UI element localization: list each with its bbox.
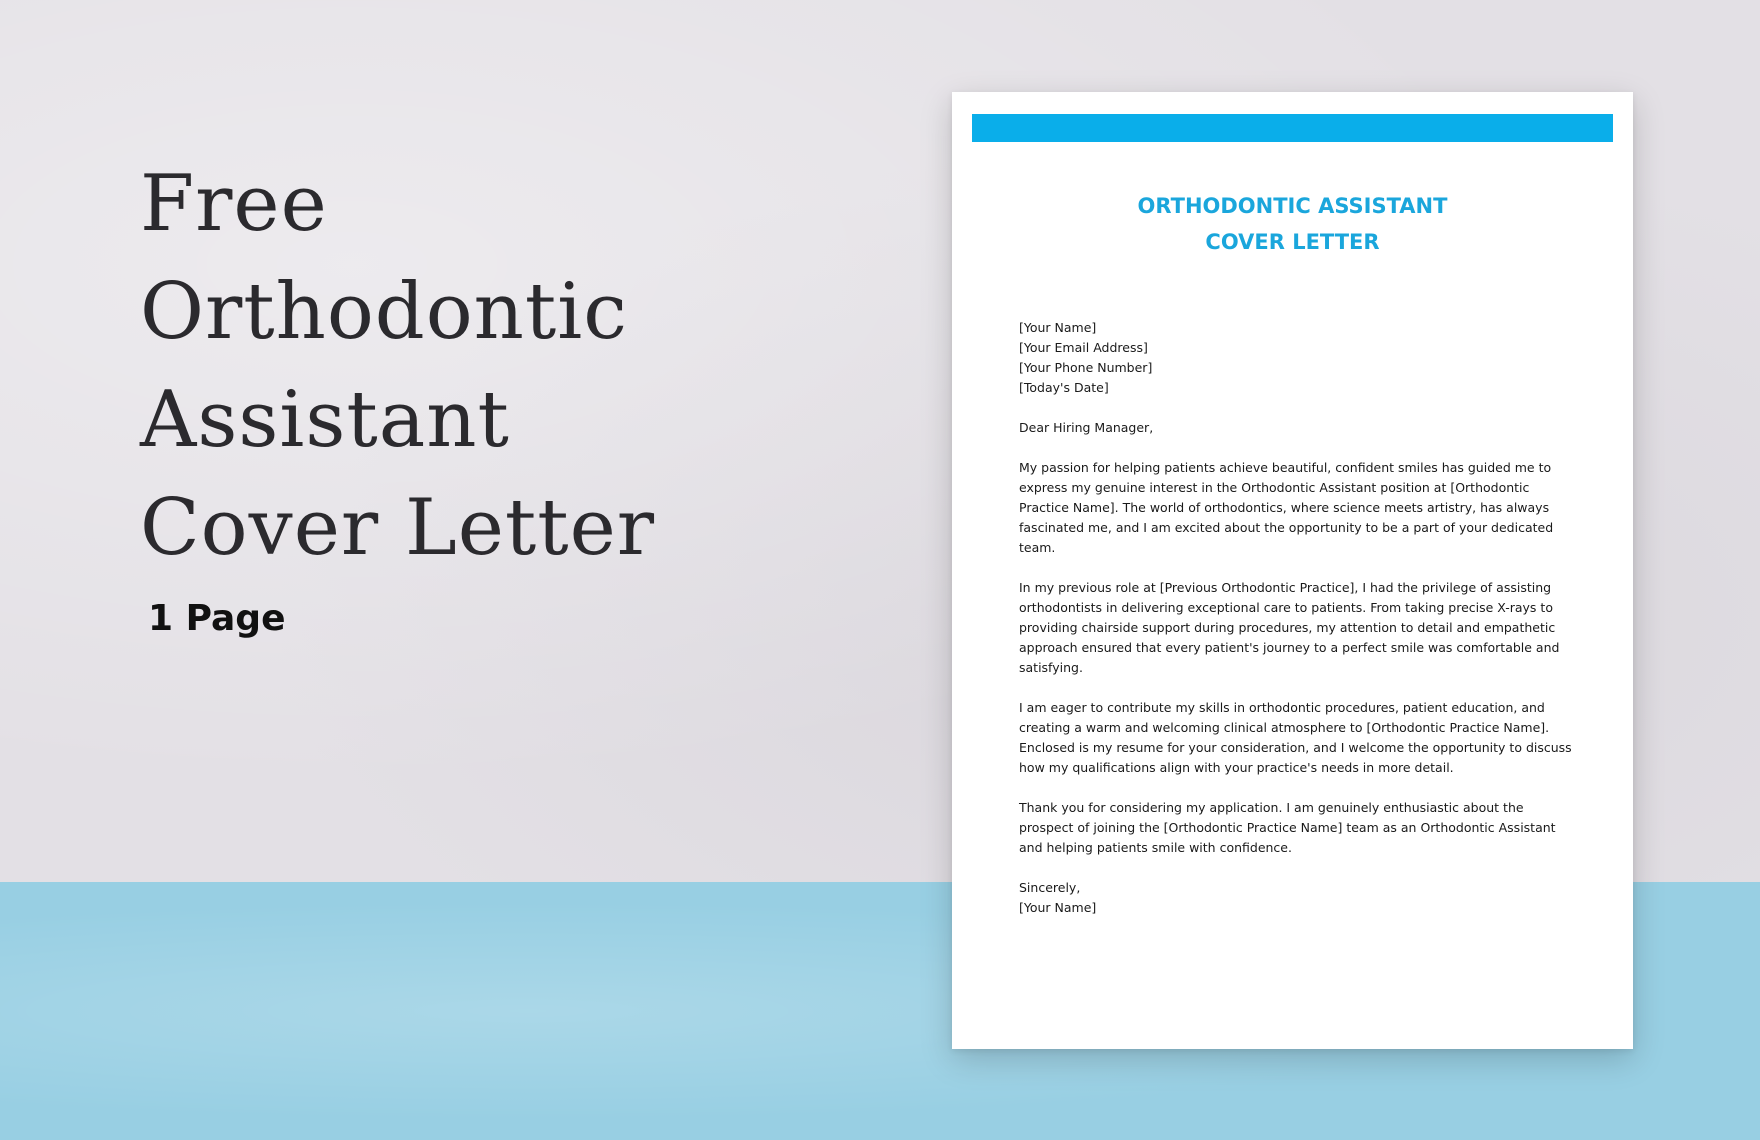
sender-name: [Your Name] [1019,320,1097,335]
sender-email: [Your Email Address] [1019,340,1148,355]
sender-block [1019,318,1579,398]
letter-paragraph: Thank you for considering my application. I am genuinely enthusiastic about the prospect of joining the [Orthodontic Practice Name] team as an Orthodontic Assistant and helping patients smile with confidence. [1019,800,1556,855]
hero-title-line: Cover Letter [140,483,656,573]
closing-block [1019,878,1579,918]
letter-paragraph: I am eager to contribute my skills in orthodontic procedures, patient education, and creating a warm and welcoming clinical atmosphere to [Orthodontic Practice Name]. Enclosed is my resume for your consideration, and I welcome the opportunity to discuss how my qualifications align with your practice's needs in more detail. [1019,700,1572,775]
hero-title-line: Orthodontic [140,267,628,357]
closing: Sincerely, [1019,880,1081,895]
letter-paragraph: In my previous role at [Previous Orthodontic Practice], I had the privilege of assisting orthodontists in delivering exceptional care to patients. From taking precise X-rays to providing chairside support during procedures, my attention to detail and empathetic approach ensured that every patient's journey to a perfect smile was comfortable and satisfying. [1019,580,1560,675]
hero-title [140,150,655,582]
hero-title-line: Assistant [140,375,510,465]
document-accent-bar [972,114,1613,142]
page-count-label: 1 Page [148,598,286,639]
document-title [952,188,1633,260]
document-title-line: COVER LETTER [1205,230,1380,254]
document-title-line: ORTHODONTIC ASSISTANT [1137,194,1448,218]
hero-title-line: Free [140,159,328,249]
document-preview [952,92,1633,1049]
salutation: Dear Hiring Manager, [1019,420,1154,435]
signature: [Your Name] [1019,900,1097,915]
letter-paragraph: My passion for helping patients achieve beautiful, confident smiles has guided me to express my genuine interest in the Orthodontic Assistant position at [Orthodontic Practice Name]. The world of orthodontics, where science meets artistry, has always fascinated me, and I am excited about the opportunity to be a part of your dedicated team. [1019,460,1554,555]
letter-body [1019,318,1579,938]
sender-phone: [Your Phone Number] [1019,360,1153,375]
letter-date: [Today's Date] [1019,380,1109,395]
